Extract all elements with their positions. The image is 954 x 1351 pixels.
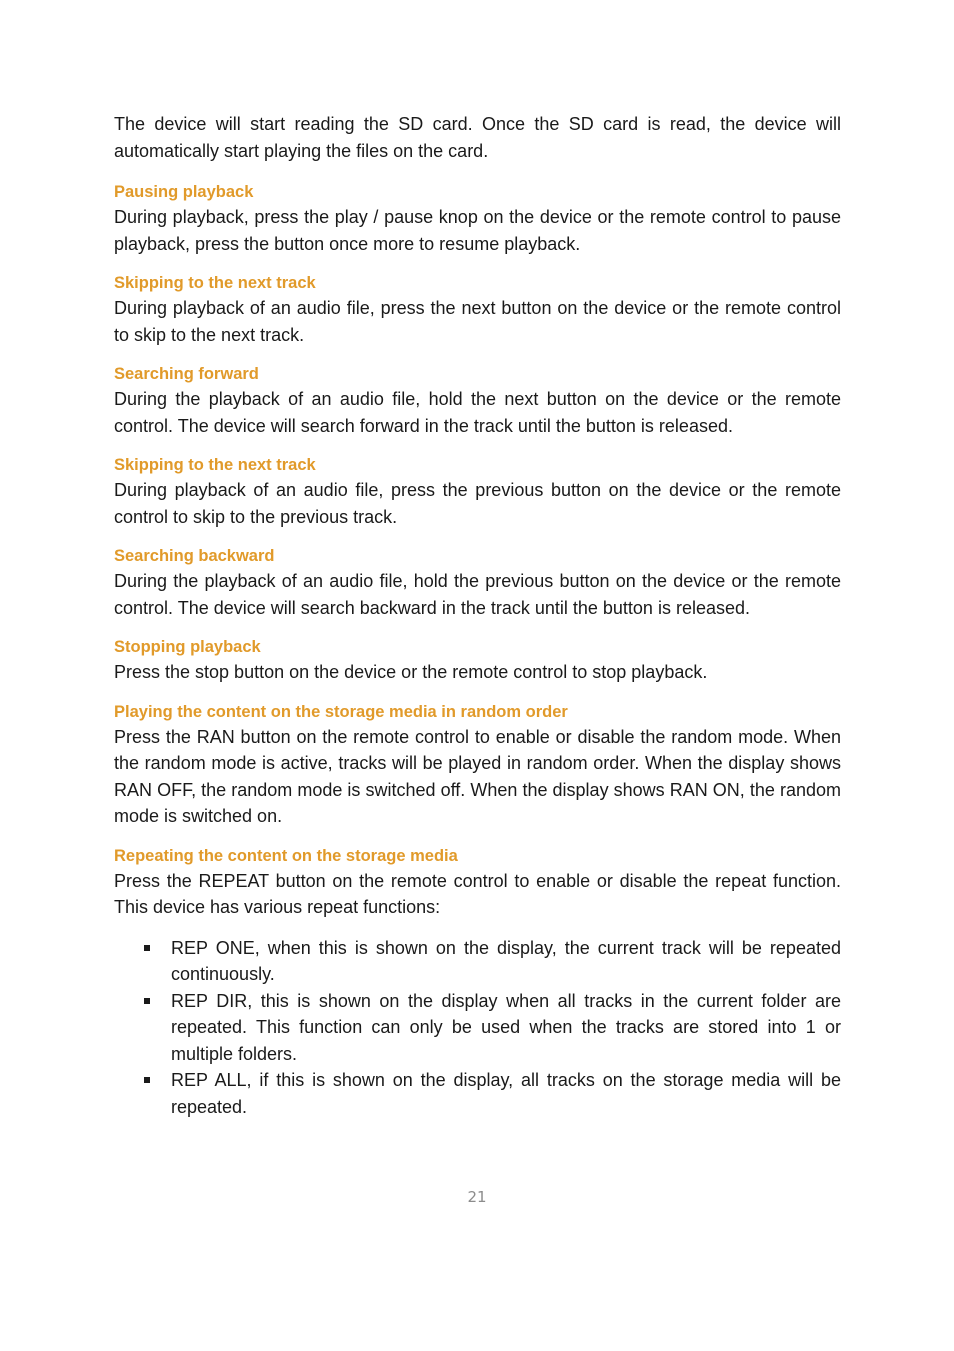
section-heading: Skipping to the next track: [114, 456, 316, 474]
page-content: [114, 111, 841, 1120]
list-item: [114, 1067, 841, 1120]
square-bullet-icon: [144, 945, 150, 951]
page-number: 21: [467, 1188, 487, 1206]
section-body: Press the RAN button on the remote control to enable or disable the random mode. When the random mode is active, tracks will be played in random order. When the display shows RAN OFF, the random mode is switched off. When the display shows RAN ON, the random mode is switched on.: [114, 726, 841, 826]
list-item-text: REP ALL, if this is shown on the display, all tracks on the storage media will be repeated.: [171, 1070, 841, 1117]
section-heading: Skipping to the next track: [114, 274, 316, 292]
intro-paragraph: The device will start reading the SD card. Once the SD card is read, the device will automatically start playing the files on the card.: [114, 114, 841, 161]
section-skipping-next-track: [114, 271, 841, 348]
list-item-text: REP ONE, when this is shown on the display, the current track will be repeated continuously.: [171, 937, 841, 984]
section-random-order: [114, 700, 841, 830]
section-stopping-playback: [114, 635, 841, 686]
section-heading: Pausing playback: [114, 183, 254, 201]
square-bullet-icon: [144, 998, 150, 1004]
section-repeating: [114, 844, 841, 921]
section-body: During playback, press the play / pause knop on the device or the remote control to pause playback, press the button once more to resume playback.: [114, 207, 841, 254]
section-body: Press the REPEAT button on the remote control to enable or disable the repeat function. This device has various repeat functions:: [114, 870, 841, 917]
section-body: During playback of an audio file, press the next button on the device or the remote control to skip to the next track.: [114, 298, 841, 345]
section-heading: Searching backward: [114, 547, 275, 565]
square-bullet-icon: [144, 1077, 150, 1083]
section-pausing-playback: [114, 180, 841, 257]
section-searching-backward: [114, 544, 841, 621]
section-heading: Searching forward: [114, 365, 259, 383]
section-skipping-previous-track: [114, 453, 841, 530]
list-item: [114, 935, 841, 988]
repeat-functions-list: [114, 935, 841, 1121]
section-body: During the playback of an audio file, hold the previous button on the device or the remote control. The device will search backward in the track until the button is released.: [114, 571, 841, 618]
list-item: [114, 988, 841, 1068]
section-heading: Repeating the content on the storage media: [114, 846, 458, 865]
section-body: During playback of an audio file, press the previous button on the device or the remote control to skip to the previous track.: [114, 480, 841, 527]
section-body: During the playback of an audio file, hold the next button on the device or the remote control. The device will search forward in the track until the button is released.: [114, 389, 841, 436]
section-heading: Playing the content on the storage media in random order: [114, 702, 568, 721]
list-item-text: REP DIR, this is shown on the display when all tracks in the current folder are repeated. This function can only be used when the tracks are stored into 1 or multiple folders.: [171, 990, 841, 1064]
section-heading: Stopping playback: [114, 638, 261, 656]
section-body: Press the stop button on the device or the remote control to stop playback.: [114, 662, 708, 682]
section-searching-forward: [114, 362, 841, 439]
